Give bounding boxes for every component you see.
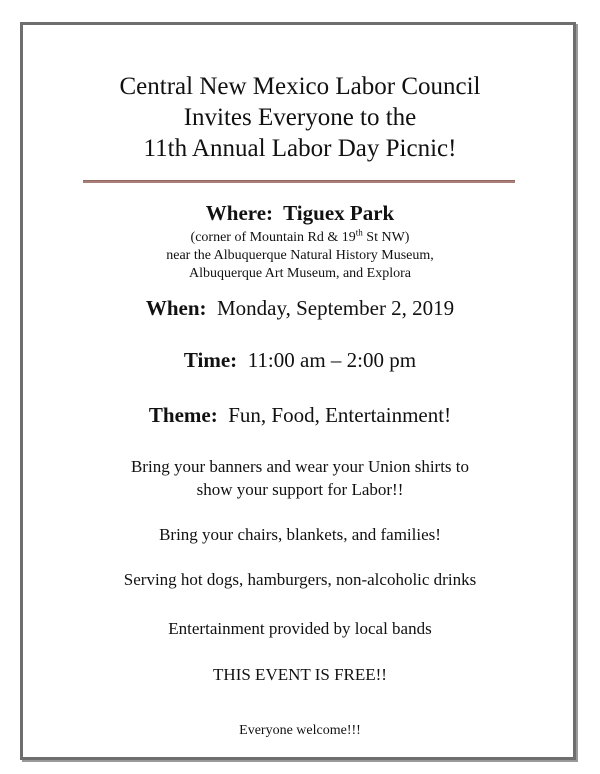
divider-rule xyxy=(83,180,515,183)
heading-line-3: 11th Annual Labor Day Picnic! xyxy=(143,135,457,162)
food-line: Serving hot dogs, hamburgers, non-alcoholic drinks xyxy=(123,570,477,589)
when-value: Monday, September 2, 2019 xyxy=(217,296,455,320)
time-label: Time: xyxy=(183,348,238,372)
near-line-1: near the Albuquerque Natural History Museum, xyxy=(166,248,434,263)
banners-line-1: Bring your banners and wear your Union shirts to xyxy=(130,457,470,476)
heading-line-1: Central New Mexico Labor Council xyxy=(119,73,481,100)
when-line xyxy=(0,296,600,321)
time-value: 11:00 am – 2:00 pm xyxy=(247,348,417,372)
where-detail-suffix: St NW) xyxy=(362,230,410,245)
free-event-line: THIS EVENT IS FREE!! xyxy=(213,665,387,684)
theme-label: Theme: xyxy=(148,403,218,427)
where-detail-sup: th xyxy=(355,227,363,238)
time-line xyxy=(0,348,600,373)
banners-line-2: show your support for Labor!! xyxy=(196,480,404,499)
flyer-heading xyxy=(0,71,600,164)
theme-line xyxy=(0,403,600,428)
when-label: When: xyxy=(145,296,207,320)
welcome-line: Everyone welcome!!! xyxy=(239,723,361,738)
heading-line-2: Invites Everyone to the xyxy=(183,104,417,131)
chairs-line: Bring your chairs, blankets, and families! xyxy=(159,525,441,544)
where-detail-prefix: (corner of Mountain Rd & 19 xyxy=(190,230,356,245)
where-value: Tiguex Park xyxy=(283,201,395,225)
where-detail xyxy=(0,228,600,247)
where-label: Where: xyxy=(205,201,274,225)
entertainment-line: Entertainment provided by local bands xyxy=(168,619,432,638)
where-line xyxy=(0,201,600,226)
near-line-2: Albuquerque Art Museum, and Explora xyxy=(188,266,411,281)
theme-value: Fun, Food, Entertainment! xyxy=(228,403,452,427)
